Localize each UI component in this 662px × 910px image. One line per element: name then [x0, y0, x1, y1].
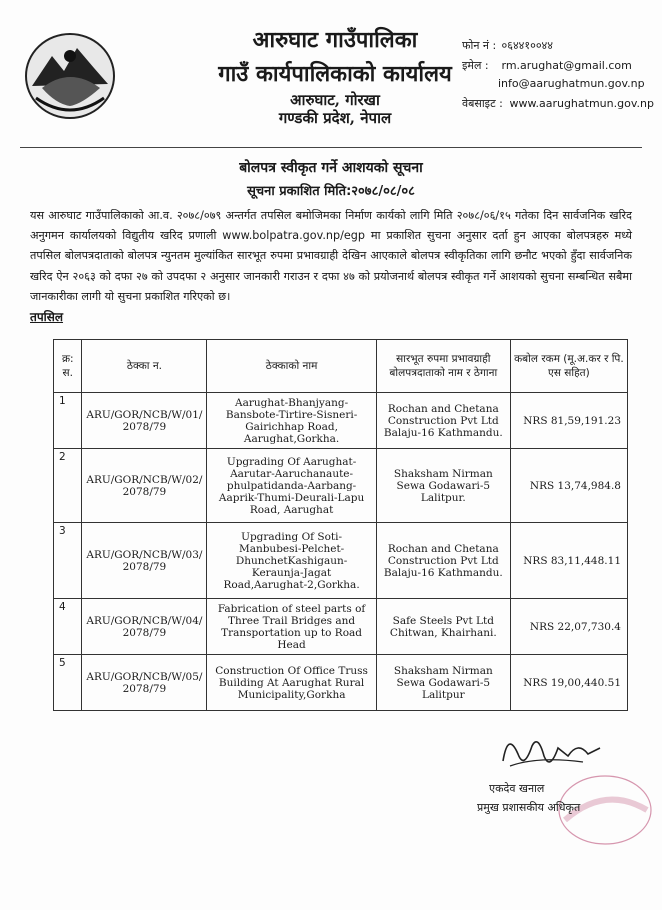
- email-primary[interactable]: rm.arughat@gmail.com: [501, 59, 632, 72]
- header-sn: क्र: स.: [54, 340, 82, 393]
- row-bidder: Shaksham Nirman Sewa Godawari-5 Lalitpur: [376, 655, 510, 711]
- row-contract-no: ARU/GOR/NCB/W/02/ 2078/79: [82, 449, 207, 523]
- row-amount: NRS 83,11,448.11: [510, 523, 627, 599]
- signatory-name: एकदेव खनाल: [489, 782, 545, 795]
- nepal-emblem-logo: [22, 26, 118, 122]
- row-contract-no: ARU/GOR/NCB/W/05/ 2078/79: [82, 655, 207, 711]
- phone-number: ०६४४१००४४: [501, 39, 553, 52]
- row-amount: NRS 81,59,191.23: [510, 393, 627, 449]
- row-contract-name: Construction Of Office Truss Building At Aarughat Rural Municipality,Gorkha: [207, 655, 376, 711]
- published-date: सूचना प्रकाशित मिति:२०७८/०८/०८: [247, 184, 415, 199]
- row-sn: 1: [54, 393, 82, 449]
- row-bidder: Rochan and Chetana Construction Pvt Ltd Balaju-16 Kathmandu.: [376, 523, 510, 599]
- row-sn: 3: [54, 523, 82, 599]
- email-secondary[interactable]: info@aarughatmun.gov.np: [498, 77, 645, 90]
- email-label: इमेल :: [462, 59, 489, 72]
- row-contract-name: Fabrication of steel parts of Three Trail Bridges and Transportation up to Road Head: [207, 599, 376, 655]
- schedule-label: तपसिल: [30, 310, 64, 324]
- row-sn: 2: [54, 449, 82, 523]
- table-row: [54, 655, 628, 711]
- email-line: [462, 58, 632, 73]
- contracts-table: [53, 339, 628, 711]
- notice-title: बोलपत्र स्वीकृत गर्ने आशयको सूचना: [239, 160, 423, 176]
- table-header-row: [54, 340, 628, 393]
- row-contract-name: Upgrading Of Soti-Manbubesi-Pelchet-DhunchetKashigaun-Keraunja-Jagat Road,Aarughat-2,Gorkha.: [207, 523, 376, 599]
- table-row: [54, 393, 628, 449]
- website-link[interactable]: www.aarughatmun.gov.np: [509, 97, 654, 110]
- row-contract-name: Aarughat-Bhanjyang-Bansbote-Tirtire-Sisneri-Gairichhap Road, Aarughat,Gorkha.: [207, 393, 376, 449]
- table-row: [54, 449, 628, 523]
- address-line-2: गण्डकी प्रदेश, नेपाल: [278, 109, 392, 127]
- website-line: [462, 96, 654, 111]
- row-bidder: Shaksham Nirman Sewa Godawari-5 Lalitpur.: [376, 449, 510, 523]
- office-subtitle: गाउँ कार्यपालिकाको कार्यालय: [218, 61, 452, 87]
- table-row: [54, 523, 628, 599]
- row-sn: 5: [54, 655, 82, 711]
- row-amount: NRS 13,74,984.8: [510, 449, 627, 523]
- row-sn: 4: [54, 599, 82, 655]
- row-contract-name: Upgrading Of Aarughat-Aarutar-Aaruchanaute-phulpatidanda-Aarbang-Aaprik-Thumi-Deurali-Lapu Road, Aarughat: [207, 449, 376, 523]
- row-amount: NRS 19,00,440.51: [510, 655, 627, 711]
- phone-label: फोन नं :: [462, 39, 497, 52]
- row-bidder: Safe Steels Pvt Ltd Chitwan, Khairhani.: [376, 599, 510, 655]
- row-amount: NRS 22,07,730.4: [510, 599, 627, 655]
- header-contract-name: ठेक्काको नाम: [207, 340, 376, 393]
- row-contract-no: ARU/GOR/NCB/W/01/ 2078/79: [82, 393, 207, 449]
- header-bidder: सारभूत रुपमा प्रभावग्राही बोलपत्रदाताको नाम र ठेगाना: [376, 340, 510, 393]
- row-bidder: Rochan and Chetana Construction Pvt Ltd Balaju-16 Kathmandu.: [376, 393, 510, 449]
- header-contract-no: ठेक्का न.: [82, 340, 207, 393]
- row-contract-no: ARU/GOR/NCB/W/04/ 2078/79: [82, 599, 207, 655]
- address-line-1: आरुघाट, गोरखा: [290, 91, 380, 109]
- table-row: [54, 599, 628, 655]
- header-divider: [20, 147, 642, 148]
- row-contract-no: ARU/GOR/NCB/W/03/ 2078/79: [82, 523, 207, 599]
- header-amount: कबोल रकम (मू.अ.कर र पि. एस सहित): [510, 340, 627, 393]
- phone-line: [462, 38, 553, 53]
- notice-body: यस आरुघाट गाउँपालिकाको आ.व. २०७८/०७९ अन्तर्गत तपसिल बमोजिमका निर्माण कार्यको लागि मिति २०७८/०६/१५ गतेका दिन सार्वजनिक खरिद अनुगमन कार्यालयको विद्युतीय खरिद प्रणाली www.bolpatra.gov.np/egp मा प्रकाशित सुचना अनुसार दर्ता हुन आएका बोलपत्रहरु मध्ये तपसिल बोलपत्रदाताको बोलपत्र न्युनतम मुल्यांकित सारभूत रुपमा प्रभावग्राही देखिन आएकाले बोलपत्र स्वीकृतिका लागि छनौट भएको हुँदा सार्वजनिक खरिद ऐन २०६३ को दफा २७ को उपदफा २ अनुसार जानकारी गराउन र दफा ४७ को प्रयोजनार्थ बोलपत्र स्वीकृत गर्ने आशयको सुचना सम्बन्धित सबैमा जानकारीका लागी यो सुचना प्रकाशित गरिएको छ।: [30, 209, 632, 303]
- website-label: वेबसाइट :: [462, 97, 503, 110]
- office-name: आरुघाट गाउँपालिका: [252, 27, 418, 53]
- signatory-role: प्रमुख प्रशासकीय अधिकृत: [477, 801, 581, 814]
